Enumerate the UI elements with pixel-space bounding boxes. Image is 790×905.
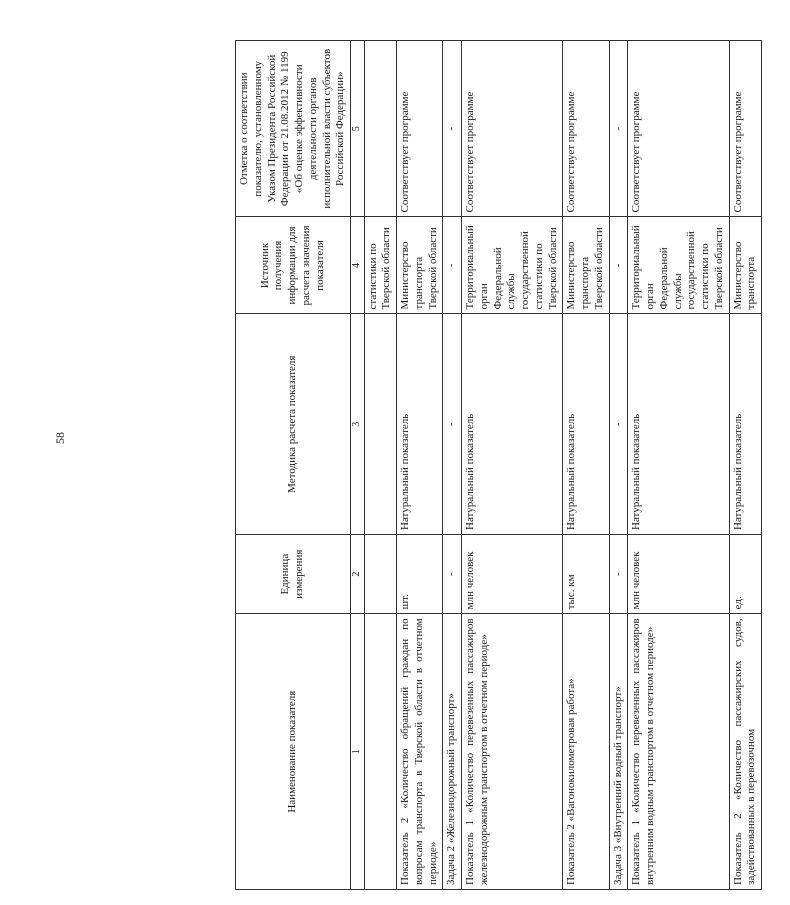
header-source: Источник получения информации для расчета значения показателя xyxy=(236,217,351,314)
cell-method: Натуральный показатель xyxy=(563,314,609,535)
cell-source: Министерство транспорта Тверской области xyxy=(397,217,443,314)
table-row xyxy=(729,41,762,890)
column-number-row xyxy=(351,41,365,890)
column-number: 5 xyxy=(351,41,365,217)
header-compliance-mark: Отметка о соответствии показателю, установленному Указом Президента Российской Федерации от 21.08.2012 № 1199 «Об оценке эффективности деятельности органов исполнительной власти субъектов Российской Федерации» xyxy=(236,41,351,217)
cell-unit: млн человек xyxy=(462,534,563,613)
cell-compliance-mark: Соответствует программе xyxy=(563,41,609,217)
table-row xyxy=(628,41,729,890)
cell-source: - xyxy=(609,217,628,314)
cell-task-title: Задача 3 «Внутренний водный транспорт» xyxy=(609,614,628,890)
cell-unit: ед. xyxy=(729,534,762,613)
column-number: 2 xyxy=(351,534,365,613)
cell-method: Натуральный показатель xyxy=(397,314,443,535)
cell-method: Натуральный показатель xyxy=(462,314,563,535)
cell-compliance-mark: - xyxy=(609,41,628,217)
cell-compliance-mark: Соответствует программе xyxy=(729,41,762,217)
cell-method: Натуральный показатель xyxy=(628,314,729,535)
cell-indicator-name: Показатель 2 «Количество обращений граждан по вопросам транспорта в Тверской области в отчетном периоде» xyxy=(397,614,443,890)
table-header-row xyxy=(236,41,351,890)
cell-method: Натуральный показатель xyxy=(729,314,762,535)
cell-compliance-mark: Соответствует программе xyxy=(397,41,443,217)
cell-task-title: Задача 2 «Железнодорожный транспорт» xyxy=(443,614,462,890)
cell-source: Территориальный орган Федеральной службы государственной статистики по Тверской области xyxy=(628,217,729,314)
indicators-table xyxy=(235,40,762,890)
cell-source: - xyxy=(443,217,462,314)
cell-method: - xyxy=(609,314,628,535)
cell-method: - xyxy=(443,314,462,535)
cell-compliance-mark: - xyxy=(443,41,462,217)
table-row-continuation xyxy=(364,41,397,890)
header-indicator-name: Наименование показателя xyxy=(236,614,351,890)
table-row-task xyxy=(443,41,462,890)
cell-unit: - xyxy=(443,534,462,613)
cell-unit: шт. xyxy=(397,534,443,613)
cell-indicator-name: Показатель 1 «Количество перевезенных пассажиров железнодорожным транспортом в отчетном периоде» xyxy=(462,614,563,890)
column-number: 3 xyxy=(351,314,365,535)
cell-compliance-mark: Соответствует программе xyxy=(462,41,563,217)
cell-unit: млн человек xyxy=(628,534,729,613)
header-method: Методика расчета показателя xyxy=(236,314,351,535)
cell-indicator-name: Показатель 1 «Количество перевезенных пассажиров внутренним водным транспортом в отчетном периоде» xyxy=(628,614,729,890)
column-number: 4 xyxy=(351,217,365,314)
cell-unit: тыс. км xyxy=(563,534,609,613)
cell-source: статистики по Тверской области xyxy=(364,217,397,314)
table-row xyxy=(563,41,609,890)
cell-source: Министерство транспорта Тверской области xyxy=(563,217,609,314)
cell-indicator-name: Показатель 2 «Количество пассажирских судов, задействованных в перевозочном xyxy=(729,614,762,890)
cell-compliance-mark: Соответствует программе xyxy=(628,41,729,217)
table-row xyxy=(397,41,443,890)
table-row xyxy=(462,41,563,890)
indicators-table-rotated xyxy=(235,40,790,890)
cell-indicator-name: Показатель 2 «Вагонокилометровая работа» xyxy=(563,614,609,890)
header-unit: Единица измерения xyxy=(236,534,351,613)
cell-unit: - xyxy=(609,534,628,613)
page-number: 58 xyxy=(53,432,67,444)
table-row-task xyxy=(609,41,628,890)
cell-source: Территориальный орган Федеральной службы государственной статистики по Тверской области xyxy=(462,217,563,314)
column-number: 1 xyxy=(351,614,365,890)
cell-source: Министерство транспорта xyxy=(729,217,762,314)
